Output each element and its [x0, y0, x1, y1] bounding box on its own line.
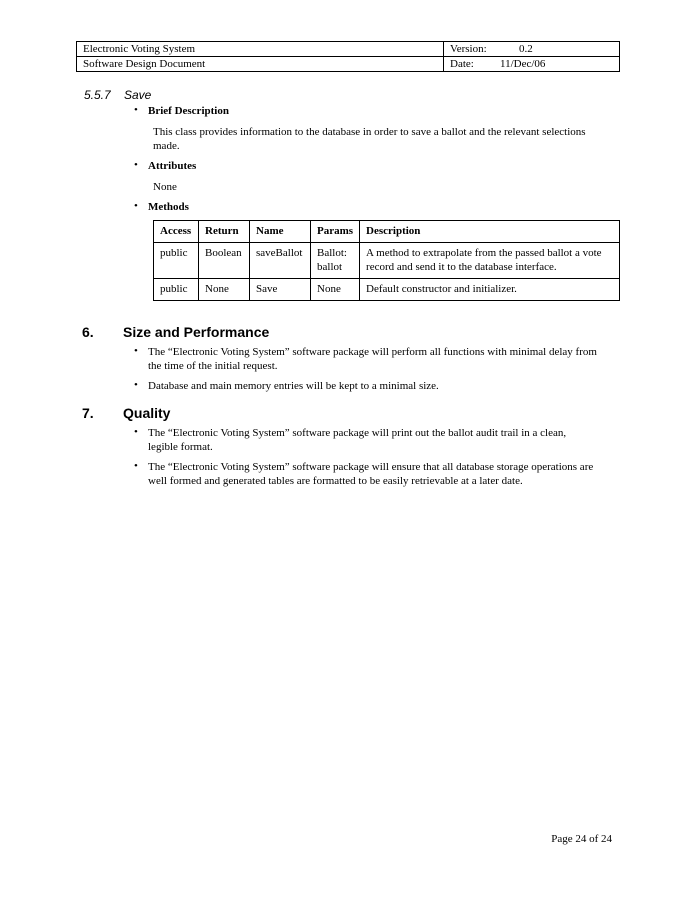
brief-description-line-1: This class provides information to the database in order to save a ballot and the relevant selections: [153, 126, 586, 138]
cell-params-line-2: ballot: [317, 261, 343, 273]
cell-description: Default constructor and initializer.: [360, 279, 620, 301]
cell-description-line-1: A method to extrapolate from the passed ballot a vote: [366, 247, 602, 259]
section-6-bullet-1-line-1: The “Electronic Voting System” software package will perform all functions with minimal delay from: [148, 346, 597, 358]
section-7-bullet-2-line-2: well formed and generated tables are formatted to be easily retrievable at a later date.: [148, 475, 523, 487]
cell-description-line-2: record and send it to the database interface.: [366, 261, 557, 273]
brief-description-title: Brief Description: [148, 105, 229, 117]
bullet-icon: •: [134, 159, 138, 171]
section-7-title: Quality: [123, 405, 171, 421]
attributes-title: Attributes: [148, 160, 197, 172]
methods-table-header-row: [154, 221, 620, 243]
bullet-icon: •: [134, 345, 138, 357]
col-header-name: Name: [250, 221, 311, 243]
methods-title: Methods: [148, 201, 189, 213]
page-number: Page 24 of 24: [551, 833, 612, 845]
cell-return: None: [199, 279, 250, 301]
table-row: [154, 243, 620, 279]
col-header-access: Access: [154, 221, 199, 243]
cell-name: Save: [250, 279, 311, 301]
bullet-icon: •: [134, 460, 138, 472]
cell-access: public: [154, 279, 199, 301]
subsection-title: Save: [124, 88, 152, 102]
col-header-return: Return: [199, 221, 250, 243]
header-date-value: 11/Dec/06: [500, 58, 546, 70]
cell-access: public: [154, 243, 199, 279]
header-date-cell: [444, 57, 620, 72]
section-6-bullet-2: Database and main memory entries will be kept to a minimal size.: [148, 380, 439, 392]
header-document-name: Software Design Document: [77, 57, 444, 72]
header-version-value: 0.2: [519, 43, 533, 55]
table-row: [154, 279, 620, 301]
section-7-heading: [82, 405, 170, 421]
bullet-icon: •: [134, 379, 138, 391]
header-version-cell: [444, 42, 620, 57]
cell-params-line-1: Ballot:: [317, 247, 347, 259]
attributes-value: None: [153, 181, 177, 193]
cell-name: saveBallot: [250, 243, 311, 279]
subsection-heading: [84, 88, 151, 102]
col-header-description: Description: [360, 221, 620, 243]
header-system-name: Electronic Voting System: [77, 42, 444, 57]
document-header: [76, 41, 620, 72]
section-6-bullet-1-line-2: the time of the initial request.: [148, 360, 278, 372]
bullet-icon: •: [134, 104, 138, 116]
header-version-label: Version:: [450, 43, 487, 55]
bullet-icon: •: [134, 426, 138, 438]
section-7-number: 7.: [82, 405, 94, 421]
section-7-bullet-1-line-1: The “Electronic Voting System” software package will print out the ballot audit trail in a clean,: [148, 427, 567, 439]
col-header-params: Params: [311, 221, 360, 243]
bullet-icon: •: [134, 200, 138, 212]
cell-params: None: [311, 279, 360, 301]
subsection-number: 5.5.7: [84, 88, 111, 102]
section-6-title: Size and Performance: [123, 324, 270, 340]
section-6-number: 6.: [82, 324, 94, 340]
methods-table: [153, 220, 620, 301]
section-7-bullet-1-line-2: legible format.: [148, 441, 213, 453]
cell-params: [311, 243, 360, 279]
section-6-heading: [82, 324, 269, 340]
cell-return: Boolean: [199, 243, 250, 279]
section-7-bullet-2-line-1: The “Electronic Voting System” software package will ensure that all database storage operations are: [148, 461, 594, 473]
cell-description: [360, 243, 620, 279]
header-date-label: Date:: [450, 58, 474, 70]
brief-description-line-2: made.: [153, 140, 180, 152]
